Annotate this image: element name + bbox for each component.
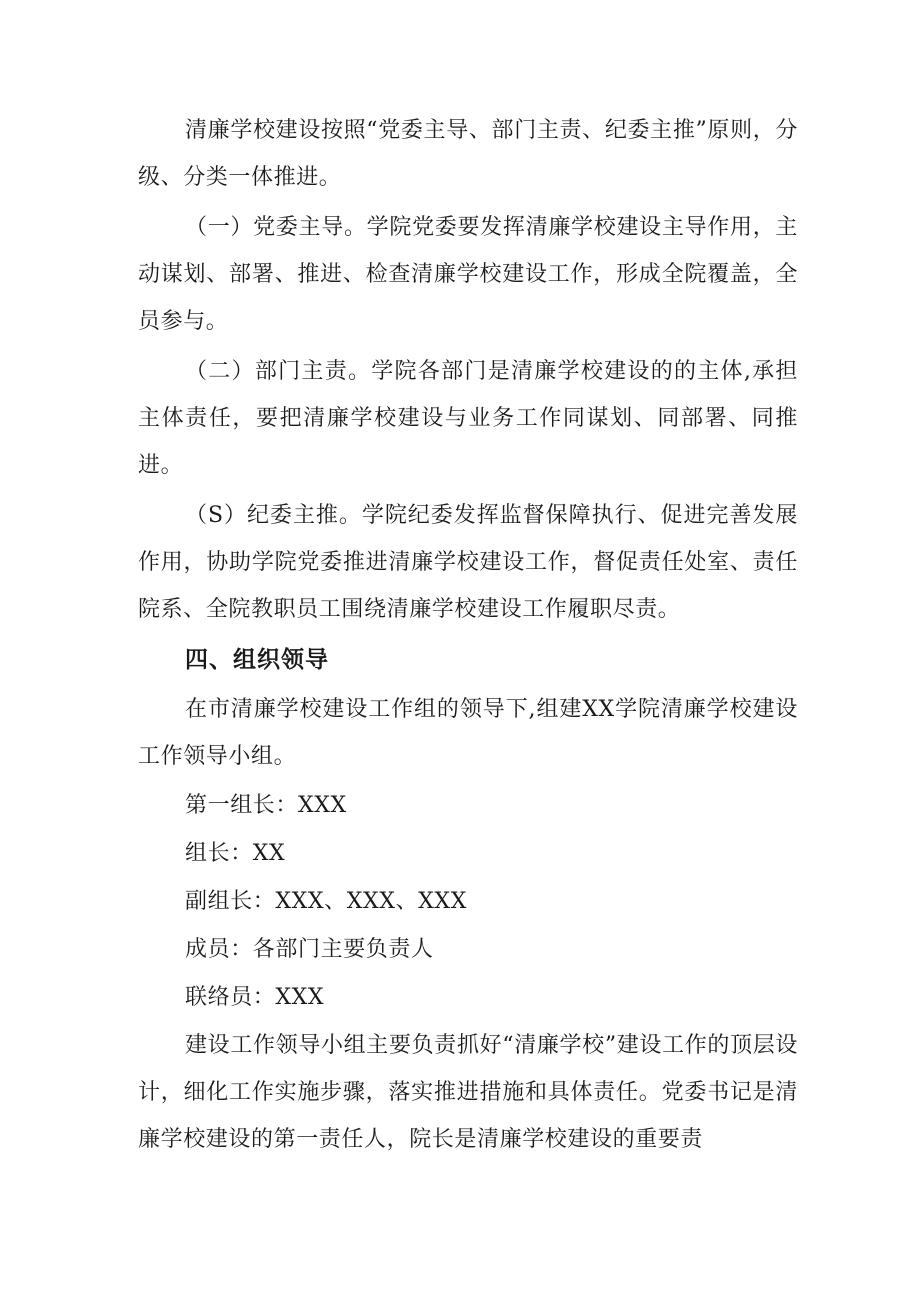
discipline-committee-paragraph: （S）纪委主推。学院纪委发挥监督保障执行、促进完善发展作用，协助学院党委推进清廉学校建设工作，督促责任处室、责任院系、全院教职员工围绕清廉学校建设工作履职尽责。 xyxy=(138,503,798,622)
closing-paragraph: 建设工作领导小组主要负责抓好“清廉学校”建设工作的顶层设计，细化工作实施步骤，落实推进措施和具体责任。党委书记是清廉学校建设的第一责任人，院长是清廉学校建设的重要责 xyxy=(138,1033,798,1152)
role-members: 成员：各部门主要负责人 xyxy=(185,937,434,962)
party-committee-paragraph: （一）党委主导。学院党委要发挥清廉学校建设主导作用，主动谋划、部署、推进、检查清廉学校建设工作，形成全院覆盖，全员参与。 xyxy=(138,215,798,334)
role-liaison: 联络员：XXX xyxy=(185,985,325,1010)
role-leader: 组长：XX xyxy=(185,841,286,866)
section-heading: 四、组织领导 xyxy=(185,647,329,673)
org-intro-paragraph: 在市清廉学校建设工作组的领导下,组建XX学院清廉学校建设工作领导小组。 xyxy=(138,697,798,769)
role-deputy-leaders: 副组长：XXX、XXX、XXX xyxy=(185,889,467,914)
role-first-leader: 第一组长：XXX xyxy=(185,793,347,818)
principle-paragraph: 清廉学校建设按照“党委主导、部门主责、纪委主推”原则，分级、分类一体推进。 xyxy=(138,118,798,190)
department-paragraph: （二）部门主责。学院各部门是清廉学校建设的的主体,承担主体责任，要把清廉学校建设与业务工作同谋划、同部署、同推进。 xyxy=(138,359,798,478)
